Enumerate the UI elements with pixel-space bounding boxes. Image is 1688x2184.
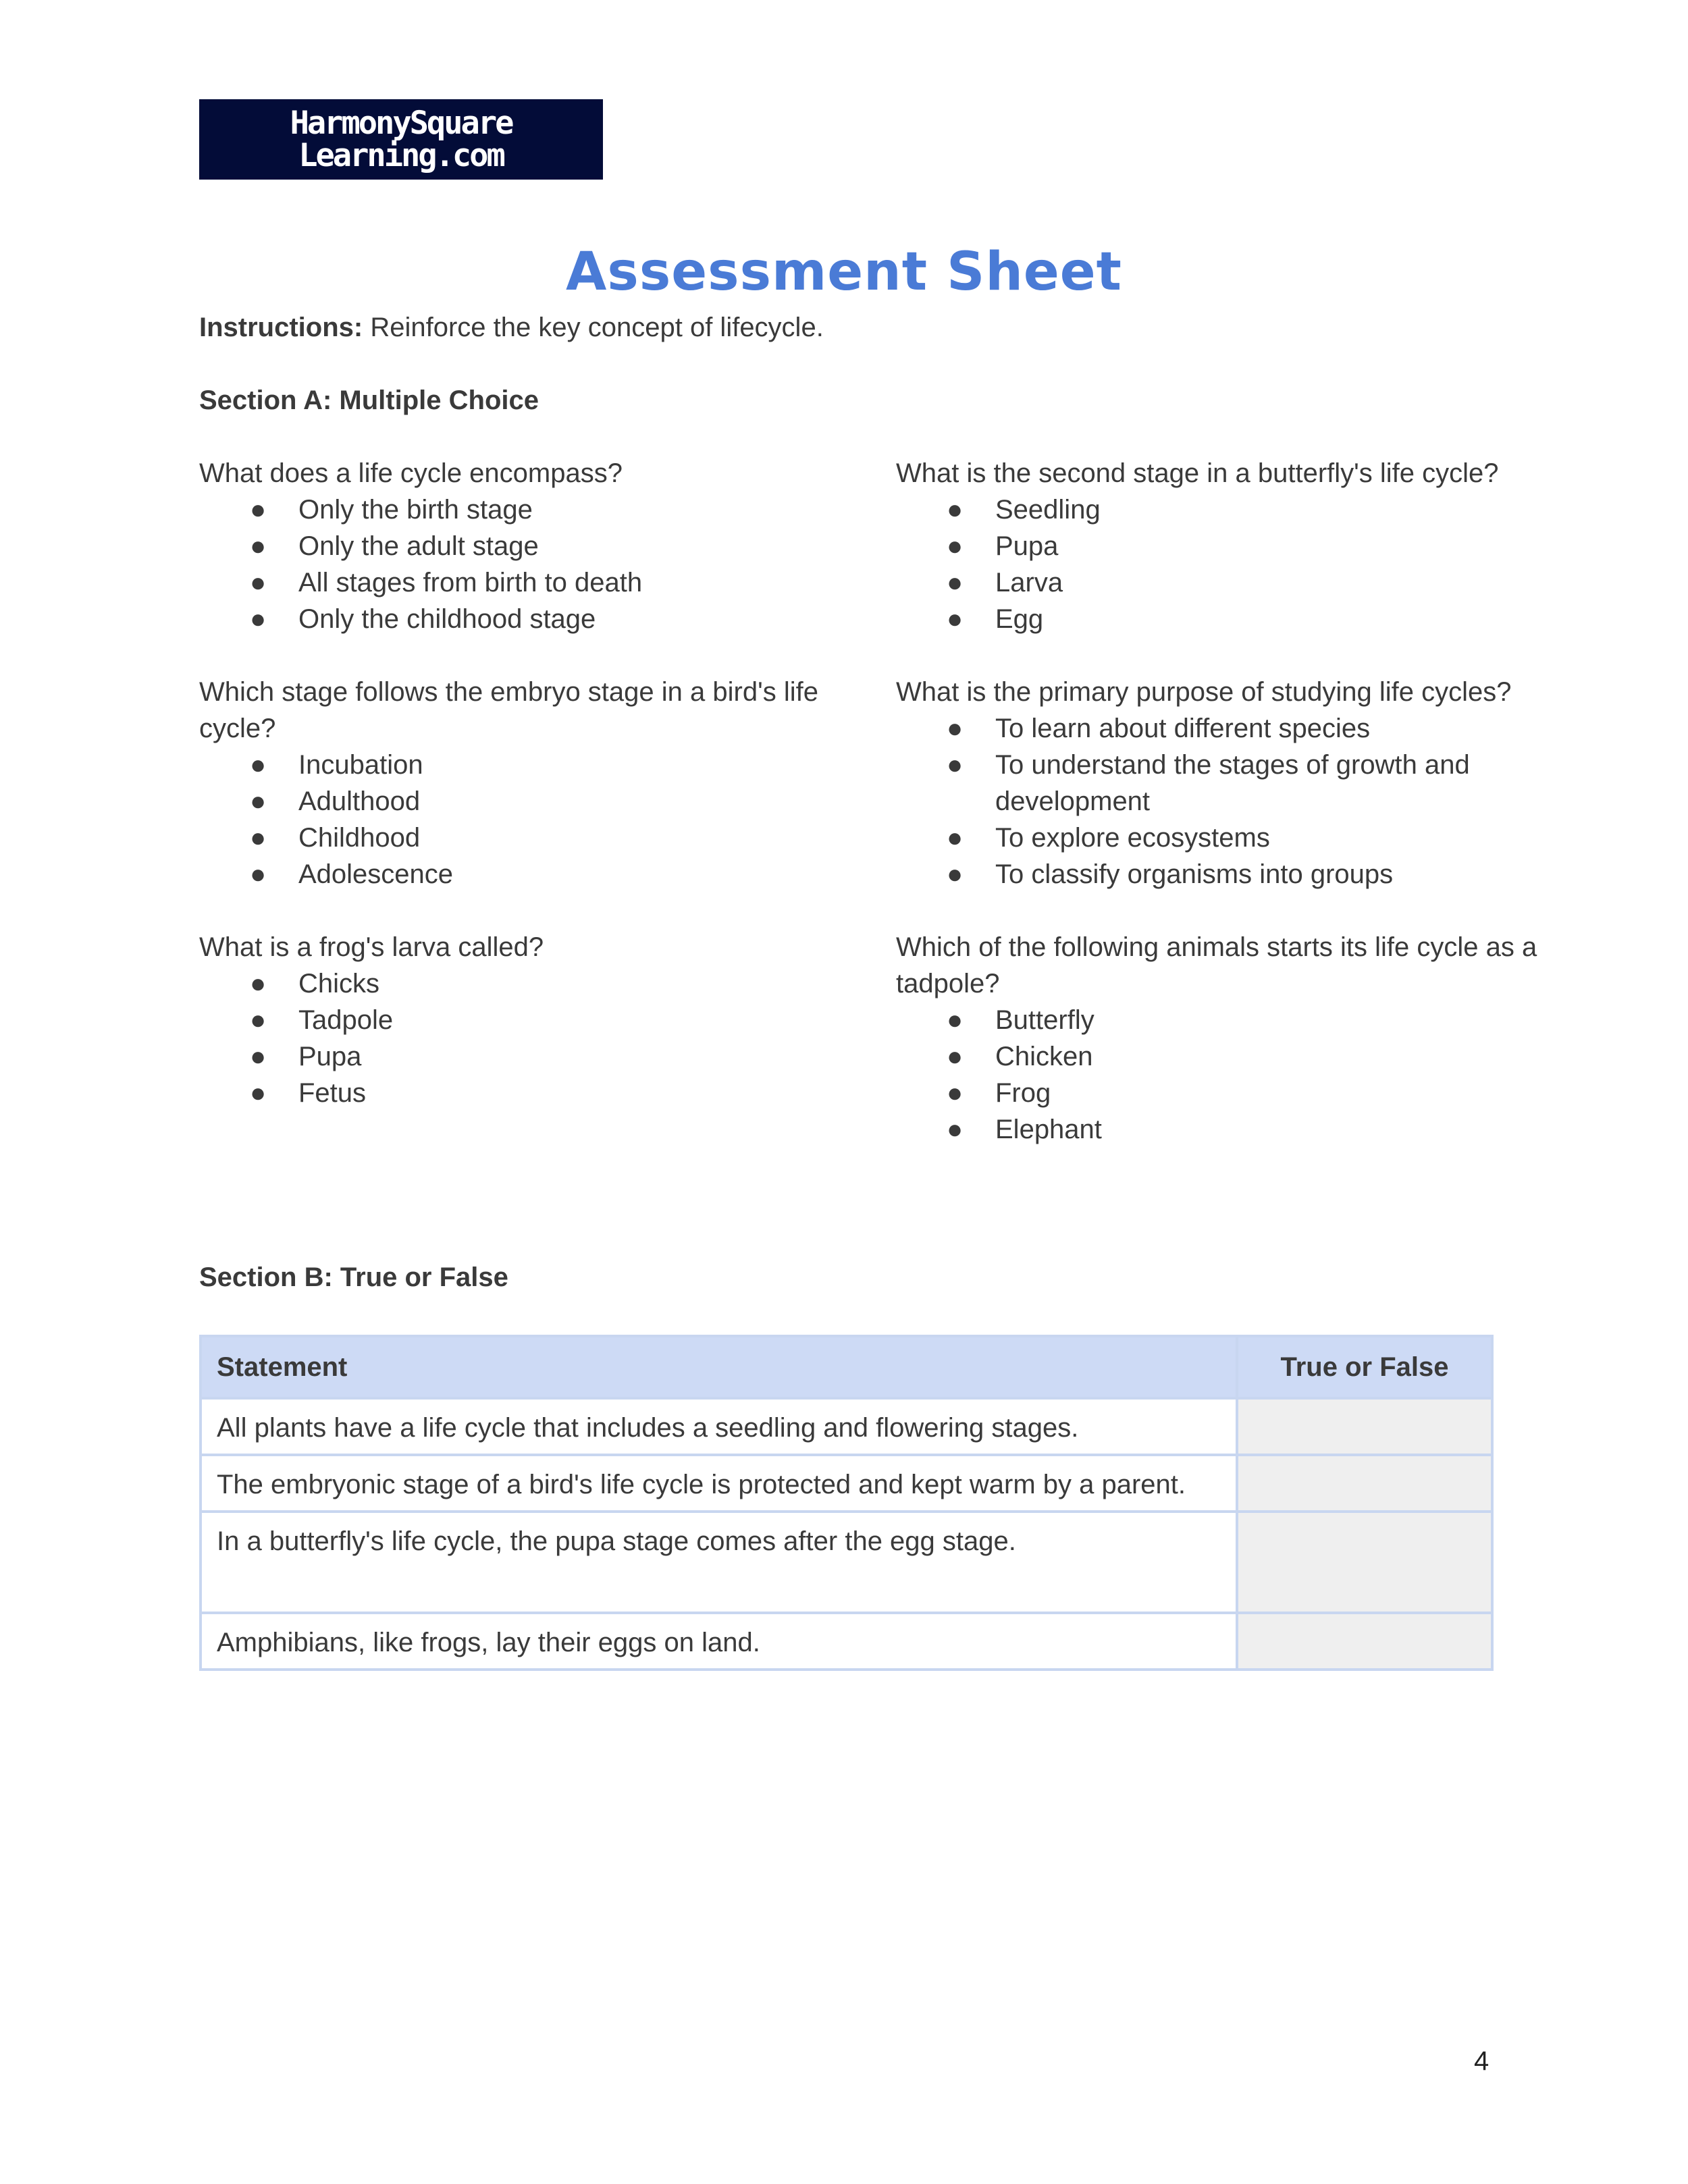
question: [199, 674, 847, 893]
option-text: Pupa: [298, 1042, 362, 1071]
option: [896, 564, 1544, 601]
bullet-icon: ●: [250, 568, 267, 597]
bullet-icon: ●: [250, 787, 267, 816]
option: [199, 601, 847, 637]
option-list: [896, 1002, 1544, 1148]
option: [199, 491, 847, 528]
question-text: What is the primary purpose of studying life cycles?: [896, 677, 1512, 707]
question: [896, 674, 1544, 893]
bullet-icon: ●: [250, 969, 267, 998]
true-false-table: [199, 1335, 1494, 1671]
left-question-column: [199, 455, 847, 1148]
bullet-icon: ●: [947, 714, 964, 743]
logo-line-2: Learning.com: [298, 136, 504, 174]
bullet-icon: ●: [947, 750, 964, 780]
answer-cell[interactable]: [1237, 1398, 1492, 1455]
bullet-icon: ●: [250, 1042, 267, 1071]
option-text: Incubation: [298, 750, 423, 780]
true-false-column-header: True or False: [1237, 1336, 1492, 1398]
table-header-row: [201, 1336, 1492, 1398]
bullet-icon: ●: [947, 1042, 964, 1071]
option: [199, 1075, 847, 1111]
answer-cell[interactable]: [1237, 1613, 1492, 1670]
option-text: Only the birth stage: [298, 495, 533, 525]
page-number: 4: [1474, 2046, 1489, 2076]
option: [199, 820, 847, 856]
option-text: To learn about different species: [995, 714, 1371, 743]
bullet-icon: ●: [947, 495, 964, 525]
option-list: [199, 965, 847, 1111]
option: [199, 856, 847, 893]
bullet-icon: ●: [947, 531, 964, 561]
statement-column-header: Statement: [201, 1336, 1237, 1398]
option-list: [199, 491, 847, 637]
bullet-icon: ●: [250, 604, 267, 634]
option: [199, 1038, 847, 1075]
option: [896, 528, 1544, 564]
bullet-icon: ●: [250, 531, 267, 561]
option-text: Adulthood: [298, 787, 421, 816]
table-row: [201, 1613, 1492, 1670]
option-text: Adolescence: [298, 859, 454, 889]
bullet-icon: ●: [250, 823, 267, 853]
option-text: Butterfly: [995, 1005, 1094, 1035]
option-text: Larva: [995, 568, 1063, 597]
option: [199, 783, 847, 820]
option-text: Frog: [995, 1078, 1051, 1108]
option: [199, 965, 847, 1002]
option: [199, 564, 847, 601]
option: [896, 601, 1544, 637]
option: [199, 747, 847, 783]
table-row: [201, 1512, 1492, 1613]
statement-cell: The embryonic stage of a bird's life cycle is protected and kept warm by a parent.: [201, 1455, 1237, 1512]
bullet-icon: ●: [947, 859, 964, 889]
option-list: [199, 747, 847, 893]
option-list: [896, 710, 1544, 893]
option-text: Chicken: [995, 1042, 1093, 1071]
option-text: Tadpole: [298, 1005, 394, 1035]
option: [896, 856, 1544, 893]
page-title: Assessment Sheet: [566, 242, 1122, 302]
option-text: Chicks: [298, 969, 380, 998]
option-text: To understand the stages of growth and development: [995, 750, 1470, 816]
section-b-heading: Section B: True or False: [199, 1262, 508, 1292]
logo-line-1: HarmonySquare: [290, 104, 512, 142]
bullet-icon: ●: [947, 823, 964, 853]
option: [896, 1038, 1544, 1075]
bullet-icon: ●: [947, 1115, 964, 1144]
instructions: [199, 309, 824, 346]
option: [896, 1111, 1544, 1148]
option-list: [896, 491, 1544, 637]
logo: [199, 99, 603, 180]
bullet-icon: ●: [947, 1005, 964, 1035]
option: [896, 747, 1544, 820]
bullet-icon: ●: [250, 1078, 267, 1108]
option-text: Pupa: [995, 531, 1059, 561]
question-text: What does a life cycle encompass?: [199, 458, 623, 488]
question: [896, 929, 1544, 1148]
question: [896, 455, 1544, 637]
bullet-icon: ●: [947, 568, 964, 597]
question: [199, 929, 847, 1111]
statement-cell: All plants have a life cycle that includes a seedling and flowering stages.: [201, 1398, 1237, 1455]
bullet-icon: ●: [250, 1005, 267, 1035]
option: [896, 820, 1544, 856]
answer-cell[interactable]: [1237, 1512, 1492, 1613]
option: [896, 491, 1544, 528]
instructions-label: Instructions:: [199, 313, 363, 342]
option: [896, 1075, 1544, 1111]
option: [199, 1002, 847, 1038]
question-text: Which stage follows the embryo stage in a bird's life cycle?: [199, 677, 818, 743]
bullet-icon: ●: [947, 1078, 964, 1108]
bullet-icon: ●: [250, 750, 267, 780]
option: [896, 1002, 1544, 1038]
option: [896, 710, 1544, 747]
option-text: Childhood: [298, 823, 421, 853]
option-text: Seedling: [995, 495, 1101, 525]
bullet-icon: ●: [250, 859, 267, 889]
option-text: Fetus: [298, 1078, 367, 1108]
statement-cell: Amphibians, like frogs, lay their eggs on land.: [201, 1613, 1237, 1670]
option-text: Only the childhood stage: [298, 604, 596, 634]
option-text: All stages from birth to death: [298, 568, 643, 597]
option-text: To explore ecosystems: [995, 823, 1270, 853]
answer-cell[interactable]: [1237, 1455, 1492, 1512]
option-text: To classify organisms into groups: [995, 859, 1394, 889]
table-row: [201, 1455, 1492, 1512]
bullet-icon: ●: [250, 495, 267, 525]
table-row: [201, 1398, 1492, 1455]
right-question-column: [896, 455, 1544, 1184]
option-text: Only the adult stage: [298, 531, 539, 561]
instructions-text: Reinforce the key concept of lifecycle.: [370, 313, 824, 342]
option-text: Egg: [995, 604, 1044, 634]
question: [199, 455, 847, 637]
statement-cell: In a butterfly's life cycle, the pupa stage comes after the egg stage.: [201, 1512, 1237, 1613]
bullet-icon: ●: [947, 604, 964, 634]
option-text: Elephant: [995, 1115, 1102, 1144]
option: [199, 528, 847, 564]
section-a-heading: Section A: Multiple Choice: [199, 385, 539, 415]
question-text: What is a frog's larva called?: [199, 932, 544, 962]
question-text: Which of the following animals starts its life cycle as a tadpole?: [896, 932, 1537, 998]
question-text: What is the second stage in a butterfly's life cycle?: [896, 458, 1499, 488]
